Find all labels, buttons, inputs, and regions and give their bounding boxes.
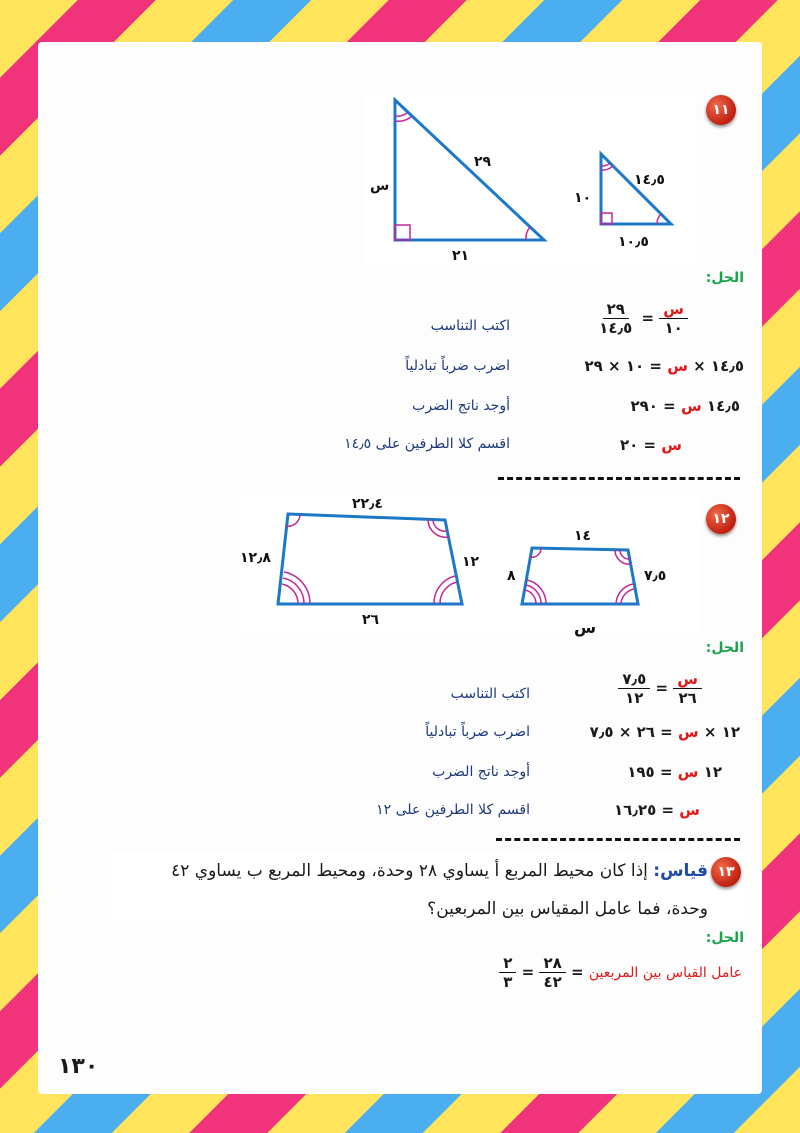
step-description: اضرب ضرباً تبادلياً: [425, 724, 530, 740]
big-triangle-hypotenuse-label: ٢٩: [474, 154, 492, 170]
step-equation: س = ٢٠: [619, 436, 682, 454]
step-description: اقسم كلا الطرفين على ١٢: [376, 802, 530, 818]
problem-12-badge: ١٢: [706, 504, 736, 534]
fraction: $\frac{٢}{٣}$: [499, 954, 516, 991]
problem-11-figure: [366, 94, 696, 266]
big-quadrilateral: [278, 514, 462, 604]
problem-12-figure: [240, 494, 700, 637]
small-quad-bottom-label: س: [574, 618, 597, 637]
step-equation: ١٤٫٥ س = ٢٩٠: [630, 397, 740, 415]
step-description: أوجد ناتج الضرب: [412, 398, 510, 414]
divider: [498, 477, 740, 480]
keyword: قياس:: [653, 861, 708, 881]
big-quad-left-label: ١٢٫٨: [240, 550, 271, 566]
fraction: $\frac{٢٩}{١٤٫٥}$: [599, 300, 633, 337]
fraction: $\frac{\text{س}}{١٠}$: [659, 300, 688, 337]
step-equation: ١٢ س = ١٩٥: [627, 763, 722, 781]
answer-equation: عامل القياس بين المربعين = $\frac{٢٨}{٤٢}$ = $\frac{٢}{٣}$: [499, 954, 742, 991]
proportion-equation: $\frac{\text{س}}{١٠}$ = $\frac{٢٩}{١٤٫٥}$: [595, 300, 688, 337]
step-description: اقسم كلا الطرفين على ١٤٫٥: [344, 436, 510, 452]
big-quad-top-label: ٢٢٫٤: [352, 496, 383, 512]
small-triangle-hypotenuse-label: ١٤٫٥: [634, 172, 665, 188]
fraction: $\frac{\text{س}}{٢٦}$: [673, 670, 702, 707]
big-quad-right-label: ١٢: [462, 554, 480, 570]
right-angle-mark: [395, 225, 410, 240]
step-description: اكتب التناسب: [430, 318, 510, 334]
page-number: ١٣٠: [58, 1054, 99, 1079]
small-triangle-base-label: ١٠٫٥: [618, 234, 649, 250]
answer-label: عامل القياس بين المربعين: [588, 965, 742, 981]
step-equation: ١٢ × س = ٢٦ × ٧٫٥: [589, 723, 740, 741]
big-triangle: [395, 100, 544, 240]
small-triangle-side-label: ١٠: [574, 190, 592, 206]
big-triangle-side-label: س: [370, 178, 390, 194]
problem-13-badge: ١٣: [711, 857, 741, 887]
question-line-2: وحدة، فما عامل المقياس بين المربعين؟: [427, 899, 708, 919]
problem-13-question: [112, 852, 744, 926]
fraction: $\frac{٧٫٥}{١٢}$: [618, 670, 650, 707]
big-triangle-base-label: ٢١: [452, 248, 470, 264]
fraction: $\frac{٢٨}{٤٢}$: [539, 954, 565, 991]
angle-arc: [526, 227, 530, 240]
step-description: اضرب ضرباً تبادلياً: [405, 358, 510, 374]
step-description: اكتب التناسب: [450, 686, 530, 702]
question-line-1: قياس: إذا كان محيط المربع أ يساوي ٢٨ وحدة، ومحيط المربع ب يساوي ٤٢: [171, 861, 708, 881]
solution-label: الحل:: [705, 270, 744, 286]
step-equation: س = ١٦٫٢٥: [614, 801, 700, 819]
small-quad-left-label: ٨: [507, 568, 516, 584]
divider: [496, 838, 740, 841]
problem-11-badge: ١١: [706, 95, 736, 125]
small-quad-right-label: ٧٫٥: [644, 568, 667, 584]
angle-arc: [395, 113, 407, 116]
angle-arc: [395, 117, 411, 121]
step-description: أوجد ناتج الضرب: [432, 764, 530, 780]
solution-label: الحل:: [705, 640, 744, 656]
big-quad-bottom-label: ٢٦: [362, 612, 380, 628]
solution-label: الحل:: [705, 930, 744, 946]
right-angle-mark: [601, 213, 612, 224]
small-quad-top-label: ١٤: [574, 528, 592, 544]
step-equation: ١٤٫٥ × س = ١٠ × ٢٩: [584, 357, 744, 375]
proportion-equation: $\frac{\text{س}}{٢٦}$ = $\frac{٧٫٥}{١٢}$: [618, 670, 702, 707]
